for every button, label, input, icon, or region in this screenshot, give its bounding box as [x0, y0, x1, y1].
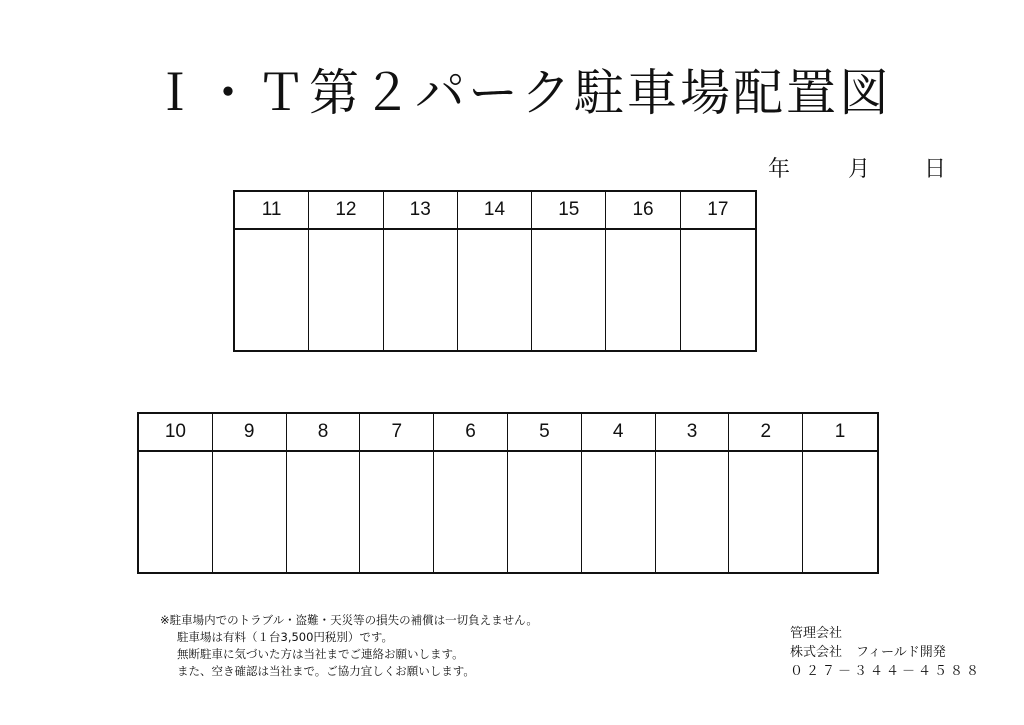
parking-space	[309, 230, 383, 350]
parking-space	[360, 452, 434, 572]
space-number: 10	[139, 414, 213, 452]
parking-space	[287, 452, 361, 572]
parking-space	[803, 452, 877, 572]
space-number: 6	[434, 414, 508, 452]
space-number: 4	[582, 414, 656, 452]
company-info	[790, 624, 982, 681]
parking-space	[729, 452, 803, 572]
parking-space	[384, 230, 458, 350]
parking-space	[582, 452, 656, 572]
parking-row-bottom	[137, 412, 879, 574]
parking-space	[656, 452, 730, 572]
space-number: 11	[235, 192, 309, 230]
parking-space	[532, 230, 606, 350]
space-number: 13	[384, 192, 458, 230]
date-day-label: 日	[924, 157, 947, 182]
company-label: 管理会社	[790, 626, 843, 641]
company-name: フィールド開発	[856, 645, 946, 660]
space-number: 7	[360, 414, 434, 452]
space-number: 9	[213, 414, 287, 452]
space-number: 16	[606, 192, 680, 230]
company-name-line	[790, 643, 982, 662]
page-title: Ｉ・Ｔ第２パーク駐車場配置図	[150, 64, 892, 122]
space-number: 1	[803, 414, 877, 452]
company-type: 株式会社	[790, 645, 843, 660]
date-year-label: 年	[768, 157, 791, 182]
parking-space	[458, 230, 532, 350]
parking-row-top	[233, 190, 757, 352]
parking-space	[434, 452, 508, 572]
date-month-label: 月	[848, 157, 871, 182]
space-number: 15	[532, 192, 606, 230]
company-phone: ０２７－３４４－４５８８	[790, 664, 983, 679]
note-line: ※駐車場内でのトラブル・盗難・天災等の損失の補償は一切負えません。	[160, 613, 538, 627]
space-number: 3	[656, 414, 730, 452]
space-number: 8	[287, 414, 361, 452]
note-line: 駐車場は有料（１台3,500円税別）です。	[177, 630, 394, 644]
space-number: 14	[458, 192, 532, 230]
parking-space	[606, 230, 680, 350]
space-number: 2	[729, 414, 803, 452]
notes	[160, 612, 538, 680]
note-line: 無断駐車に気づいた方は当社までご連絡お願いします。	[177, 647, 464, 661]
parking-space	[139, 452, 213, 572]
note-line: また、空き確認は当社まで。ご協力宜しくお願いします。	[177, 664, 475, 678]
parking-space	[508, 452, 582, 572]
parking-space	[681, 230, 755, 350]
parking-space	[213, 452, 287, 572]
space-number: 12	[309, 192, 383, 230]
space-number: 17	[681, 192, 755, 230]
parking-space	[235, 230, 309, 350]
space-number: 5	[508, 414, 582, 452]
